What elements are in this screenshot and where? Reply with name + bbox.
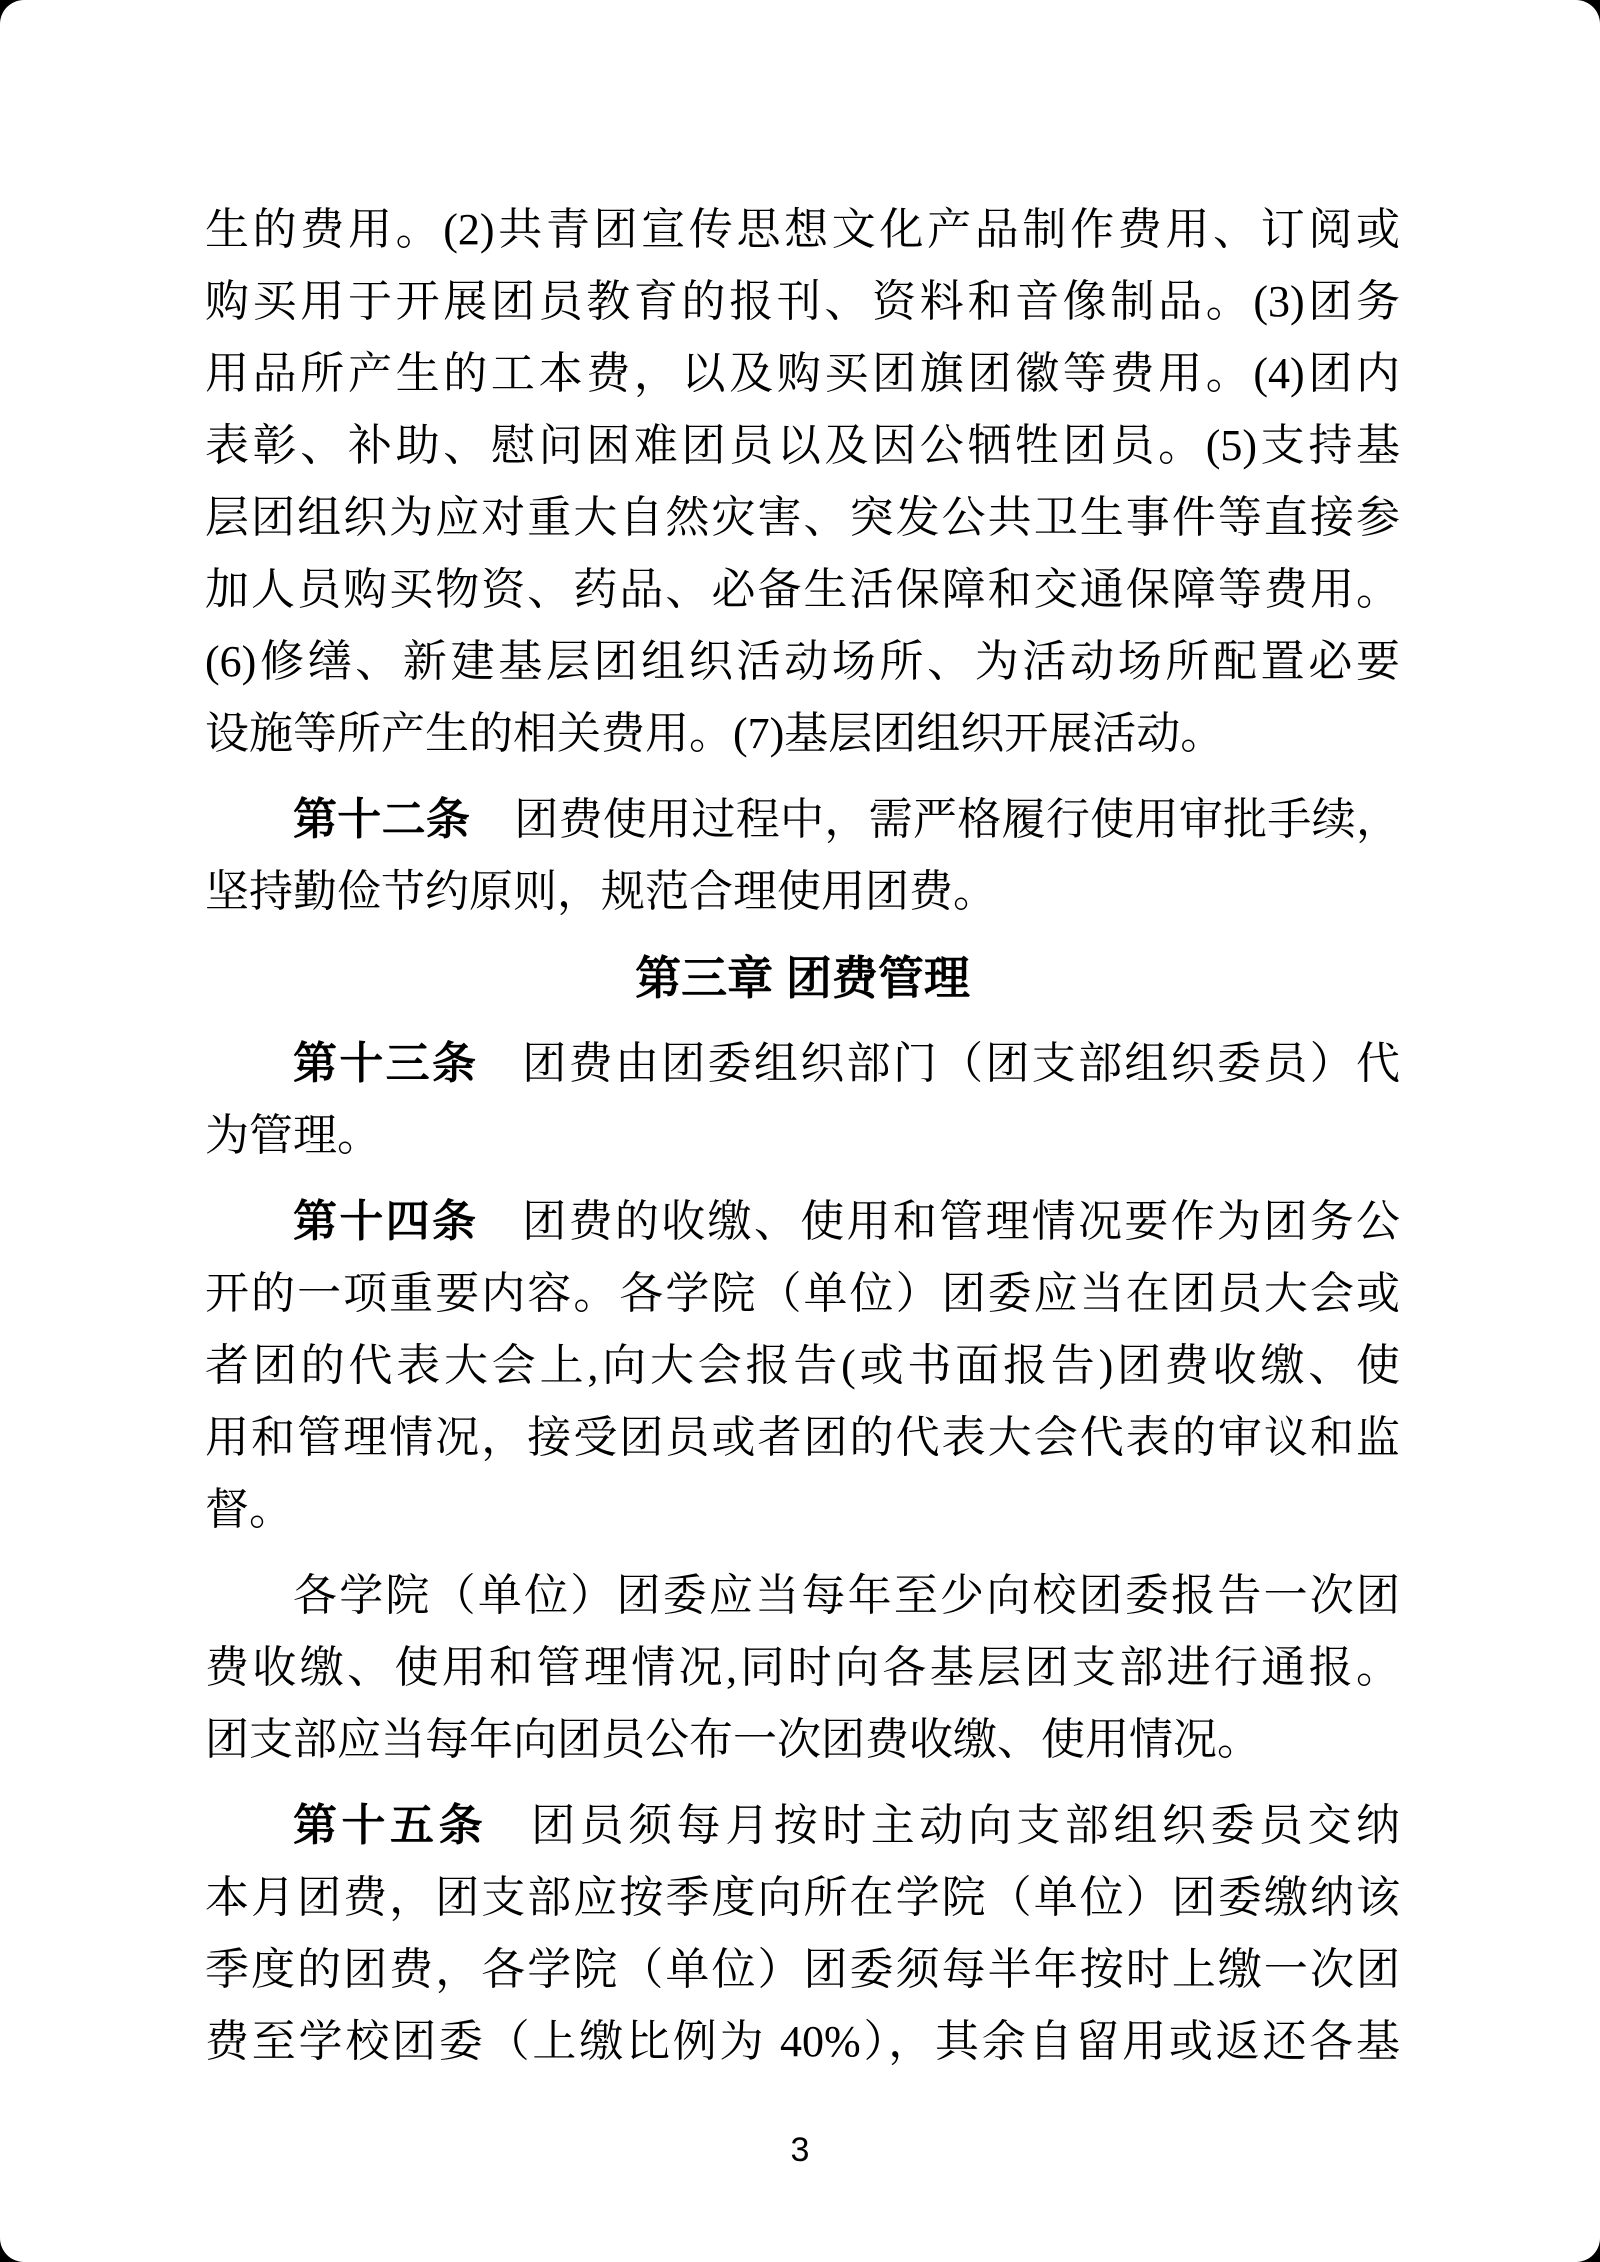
text-line: 用品所产生的工本费，以及购买团旗团徽等费用。(4)团内 <box>205 349 1400 398</box>
text-line: 坚持勤俭节约原则，规范合理使用团费。 <box>205 867 997 916</box>
text-line: 开的一项重要内容。各学院（单位）团委应当在团员大会或 <box>205 1269 1400 1318</box>
article-number: 第十五条 <box>293 1801 488 1850</box>
page-number: 3 <box>790 2131 810 2169</box>
paragraph-article-12 <box>205 784 1400 928</box>
chapter-heading: 第三章 团费管理 <box>635 952 970 1004</box>
text-line: 为管理。 <box>205 1111 381 1160</box>
document-body <box>205 194 1400 2078</box>
paragraph-article-14 <box>205 1186 1400 1546</box>
text-line <box>205 1790 1400 1862</box>
text-line: 各学院（单位）团委应当每年至少向校团委报告一次团 <box>293 1571 1400 1620</box>
article-text: 团费的收缴、使用和管理情况要作为团务公 <box>522 1197 1400 1246</box>
text-line: 团支部应当每年向团员公布一次团费收缴、使用情况。 <box>205 1715 1261 1764</box>
article-number: 第十四条 <box>293 1197 479 1246</box>
text-line <box>205 1186 1400 1258</box>
text-line: 费收缴、使用和管理情况,同时向各基层团支部进行通报。 <box>205 1643 1400 1692</box>
text-line <box>205 1028 1400 1100</box>
article-number: 第十三条 <box>293 1039 479 1088</box>
text-line: 者团的代表大会上,向大会报告(或书面报告)团费收缴、使 <box>205 1341 1400 1390</box>
text-line: 表彰、补助、慰问困难团员以及因公牺牲团员。(5)支持基 <box>205 421 1400 470</box>
text-line: 购买用于开展团员教育的报刊、资料和音像制品。(3)团务 <box>205 277 1400 326</box>
text-line: 加人员购买物资、药品、必备生活保障和交通保障等费用。 <box>205 565 1400 614</box>
text-line: 督。 <box>205 1485 293 1534</box>
text-line: 用和管理情况，接受团员或者团的代表大会代表的审议和监 <box>205 1413 1400 1462</box>
paragraph-article-13 <box>205 1028 1400 1172</box>
article-text: 团员须每月按时主动向支部组织委员交纳 <box>531 1801 1400 1850</box>
text-line: 生的费用。(2)共青团宣传思想文化产品制作费用、订阅或 <box>205 205 1400 254</box>
text-line: 费至学校团委（上缴比例为 40%），其余自留用或返还各基 <box>205 2017 1400 2066</box>
article-number: 第十二条 <box>293 795 471 844</box>
text-line: (6)修缮、新建基层团组织活动场所、为活动场所配置必要 <box>205 637 1400 686</box>
text-line <box>205 784 1400 856</box>
text-line: 设施等所产生的相关费用。(7)基层团组织开展活动。 <box>205 709 1225 758</box>
article-text: 团费使用过程中，需严格履行使用审批手续， <box>514 795 1400 844</box>
paragraph-annual-report <box>205 1560 1400 1776</box>
paragraph-expense-items <box>205 194 1400 770</box>
article-text: 团费由团委组织部门（团支部组织委员）代 <box>522 1039 1400 1088</box>
paragraph-article-15 <box>205 1790 1400 2078</box>
text-line: 层团组织为应对重大自然灾害、突发公共卫生事件等直接参 <box>205 493 1400 542</box>
text-line: 本月团费，团支部应按季度向所在学院（单位）团委缴纳该 <box>205 1873 1400 1922</box>
text-line: 季度的团费，各学院（单位）团委须每半年按时上缴一次团 <box>205 1945 1400 1994</box>
